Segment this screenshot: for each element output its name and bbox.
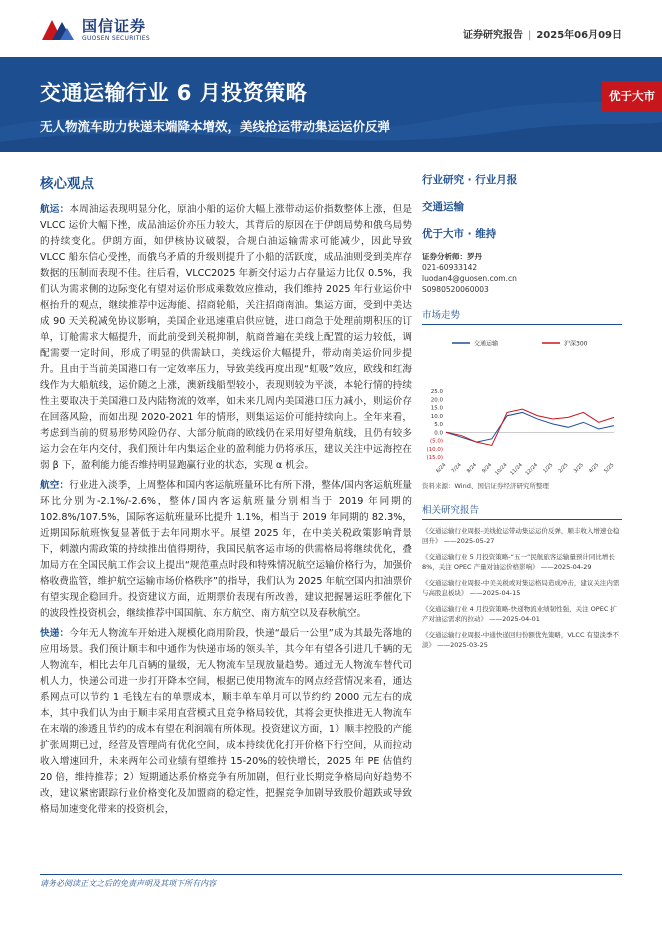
related-report-date: ——2025-04-15 bbox=[467, 589, 521, 597]
related-report-title: 《交通运输行业 5 月投资策略-“五一”民航旅客运输量预计同比增长 8%，关注 OPEC 产量对油运价格影响》 bbox=[422, 553, 615, 571]
y-tick-label: 5.0 bbox=[434, 422, 443, 428]
market-trend-chart bbox=[422, 329, 622, 479]
x-tick-label: 12/24 bbox=[524, 462, 540, 477]
related-report-title: 《交通运输行业 4 月投资策略-快递物流业绩韧性强，关注 OPEC 扩产对油运需求的拉动》 bbox=[422, 605, 617, 623]
y-tick-label: (5.0) bbox=[429, 438, 443, 445]
x-tick-label: 5/25 bbox=[603, 462, 616, 475]
footer-divider bbox=[40, 874, 622, 875]
related-report-item[interactable] bbox=[422, 578, 622, 598]
x-tick-label: 7/24 bbox=[450, 462, 463, 475]
core-views bbox=[40, 172, 412, 822]
series-line-csi300 bbox=[446, 409, 614, 445]
paragraph-text: 行业进入淡季，上周整体和国内客运航班量环比有所下滑，整体/国内客运航班量环比分别为-2.1%/-2.6%，整体/国内客运航班量分别相当于 2019 年同期的 102.8%/107.5%，国际客运航班量环比提升 1.1%，相当于 2019 年同期的 82.3%，近期国际航班恢复显著低于去年同期水平。展望 2025 年，在中美关税政策影响背景下，刺激内需政策的持续推出值得期待，我国民航客运市场的供需格局将继续优化，叠加局方在全国民航工作会议上提出“规范重点时段和特殊情况航空运输价格行为，加强价格收费监管，维护航空运输市场价格秩序”的指导，我们认为 2025 年航空国内扣油票价有望实现企稳回升。投资建议方面，近期票价表现有所改善，建议把握暑运旺季催化下的波段性投资机会，继续推荐中国国航、东方航空、南方航空以及春秋航空。 bbox=[40, 480, 413, 619]
logo-en-text: GUOSEN SECURITIES bbox=[82, 35, 151, 42]
report-subtitle: 无人物流车助力快递末端降本增效，美线抢运带动集运运价反弹 bbox=[40, 119, 391, 134]
paragraph-aviation bbox=[40, 478, 412, 622]
logo-cn-text: 国信证券 bbox=[82, 17, 147, 35]
rating-badge: 优于大市 bbox=[602, 81, 662, 111]
analyst-row bbox=[422, 251, 622, 262]
analyst-name: 罗丹 bbox=[467, 252, 482, 261]
guosen-logo-icon bbox=[40, 16, 76, 44]
footer-disclaimer: 请务必阅读正文之后的免责声明及其项下所有内容 bbox=[40, 879, 216, 888]
y-tick-label: 25.0 bbox=[430, 389, 443, 395]
x-tick-label: 8/24 bbox=[465, 462, 478, 475]
y-tick-label: 20.0 bbox=[430, 397, 443, 404]
related-report-item[interactable] bbox=[422, 526, 622, 546]
related-report-item[interactable] bbox=[422, 552, 622, 572]
related-report-title: 《交通运输行业周报-美线抢运带动集运运价反弹，顺丰收入增速仓稳回升》 bbox=[422, 527, 620, 545]
sidebar bbox=[422, 172, 622, 650]
paragraph-lead: 快递： bbox=[40, 628, 70, 639]
related-report-date: ——2025-03-25 bbox=[435, 641, 488, 649]
title-banner bbox=[0, 57, 662, 152]
analyst-label: 证券分析师： bbox=[422, 252, 467, 261]
y-tick-label: (15.0) bbox=[426, 455, 443, 461]
x-tick-label: 11/24 bbox=[509, 462, 524, 477]
y-tick-label: 0.0 bbox=[434, 430, 443, 437]
x-tick-label: 2/25 bbox=[557, 462, 570, 475]
y-tick-label: 10.0 bbox=[430, 413, 443, 420]
x-tick-label: 1/25 bbox=[542, 462, 555, 475]
paragraph-text: 今年无人物流车开始进入规模化商用阶段，快递“最后一公里”成为其最先落地的应用场景。我们预计顺丰和中通作为快递市场的领头羊，其今年有望各引进几千辆的无人物流车，相比去年几百辆的量级，无人物流车呈现放量趋势。通过无人物流车替代司机人力，快递公司进一步打开降本空间，根据已使用物流车的网点经营情况来看，通达系网点可以节约 1 毛钱左右的单票成本，顺丰单车单月可以节约约 2000 元左右的成本，其中我们认为由于顺丰采用直营模式且竞争格局较优，其将会更快推进无人物流车在末端的渗透且节约的成本有望在利润端有所体现。投资建议方面，1）顺丰控股的产能扩张周期已过，经营及管理尚有优化空间，成本持续优化打开价格下行空间，从而拉动收入增速回升，未来两年公司业绩有望维持 15-20%的较快增长，2025 年 PE 估值约 20 倍，维持推荐；2）短期通达系价格竞争有所加剧，但行业长期竞争格局向好趋势不改，建议紧密跟踪行业价格变化及加盟商的稳定性，把握竞争加剧导致股价超跌或导致格局加速变化带来的投资机会， bbox=[40, 628, 412, 815]
market-trend-heading: 市场走势 bbox=[422, 307, 622, 325]
x-tick-label: 10/24 bbox=[494, 462, 509, 477]
analyst-email[interactable]: luodan4@guosen.com.cn bbox=[422, 274, 517, 283]
guosen-logo bbox=[40, 14, 170, 48]
y-tick-label: 15.0 bbox=[430, 405, 443, 412]
paragraph-lead: 航运： bbox=[40, 204, 70, 215]
report-title: 交通运输行业 6 月投资策略 bbox=[40, 81, 308, 105]
rating-line: 优于大市 · 维持 bbox=[422, 228, 497, 240]
industry-name: 交通运输 bbox=[422, 201, 464, 213]
analyst-cert: S0980520060003 bbox=[422, 285, 489, 294]
related-report-title: 《交通运输行业周报-中通快递回归份额优先策略，VLCC 有望淡季不淡》 bbox=[422, 631, 620, 649]
meta-separator: | bbox=[527, 30, 532, 41]
report-meta bbox=[463, 26, 622, 41]
legend-label: 沪深300 bbox=[564, 340, 588, 348]
chart-source: 资料来源：Wind、国信证券经济研究所整理 bbox=[422, 482, 549, 490]
paragraph-shipping bbox=[40, 202, 412, 474]
analyst-phone: 021-60933142 bbox=[422, 263, 478, 272]
report-date: 2025年06月09日 bbox=[536, 30, 622, 41]
related-report-date: ——2025-04-29 bbox=[538, 563, 592, 571]
page-header bbox=[0, 0, 662, 56]
related-report-item[interactable] bbox=[422, 630, 622, 650]
trend-chart-svg bbox=[422, 329, 622, 479]
x-tick-label: 3/25 bbox=[572, 462, 585, 475]
related-reports-list bbox=[422, 526, 622, 650]
related-report-item[interactable] bbox=[422, 604, 622, 624]
report-type: 证券研究报告 bbox=[462, 30, 523, 41]
section-title: 核心观点 bbox=[40, 176, 94, 192]
x-tick-label: 4/25 bbox=[587, 462, 601, 475]
related-report-date: ——2025-04-01 bbox=[487, 615, 540, 623]
y-tick-label: (10.0) bbox=[426, 446, 443, 453]
report-category: 行业研究 · 行业月报 bbox=[422, 174, 518, 186]
related-reports-heading: 相关研究报告 bbox=[422, 502, 622, 520]
x-tick-label: 6/24 bbox=[435, 462, 448, 475]
paragraph-lead: 航空： bbox=[40, 480, 70, 491]
legend-label: 交通运输 bbox=[474, 340, 499, 348]
paragraph-express bbox=[40, 626, 412, 818]
paragraph-text: 本周油运表现明显分化，原油小船的运价大幅上涨带动运价指数整体上涨，但是 VLCC 运价大幅下挫，成品油运价亦压力较大，其背后的原因在于伊朗局势和俄乌局势的持续变化。伊朗方面，如伊核协议破裂，合规白油运输需求可能减少，因此导致 VLCC 船东信心受挫，而俄乌矛盾的升级则提升了小船的活跃度，成品油则受到美库存数据的压制而表现不佳。往后看，VLCC2025 年新交付运力占存量运力比仅 0.5%，我们认为需求侧的边际变化有望对运价形成乘数效应推动，我们维持 2025 年行业运价中枢抬升的观点，继续推荐中远海能、招商轮船，关注招商南油。集运方面，受到中美达成 90 天关税减免协议影响，美国企业迅速重启供应链，进口商急于处理前期积压的订单，订舱需求大幅提升，而此前受到关税抑制，航商普遍在美线上配置的运力较低，调配需要一定时间，形成了明显的供需缺口，美线运价大幅提升，带动南美运价同步提升。且由于当前美国港口有一定效率压力，导致美线再度出现“虹吸”效应，欧线和红海线作为大船航线，运价随之上涨，澳新线船型较小，表现则较为平淡，本轮行情的持续性主要取决于美国港口及内陆物流的效率，如未来几周内美国港口压力减小，则运价存在回落风险，而如出现 2020-2021 年的情形，则集运运价可能持续向上。全年来看，考虑到当前的贸易形势风险仍存、大部分航商的欧线仍在采用好望角航线，且仍有较多运力会在年内交付，我们预计年内集运企业的盈利能力仍将承压，建议关注中远海控在弱 β 下，盈利能力能否维持明显跑赢行业的状态，实现 α 机会。 bbox=[40, 204, 413, 471]
x-tick-label: 9/24 bbox=[481, 462, 494, 475]
related-report-title: 《交通运输行业周报-中美关税或对集运格局造成冲击，建议关注内需与高股息板块》 bbox=[422, 579, 620, 597]
related-report-date: ——2025-05-27 bbox=[441, 537, 495, 545]
series-line-transport bbox=[446, 412, 614, 442]
analyst-info bbox=[422, 251, 622, 295]
